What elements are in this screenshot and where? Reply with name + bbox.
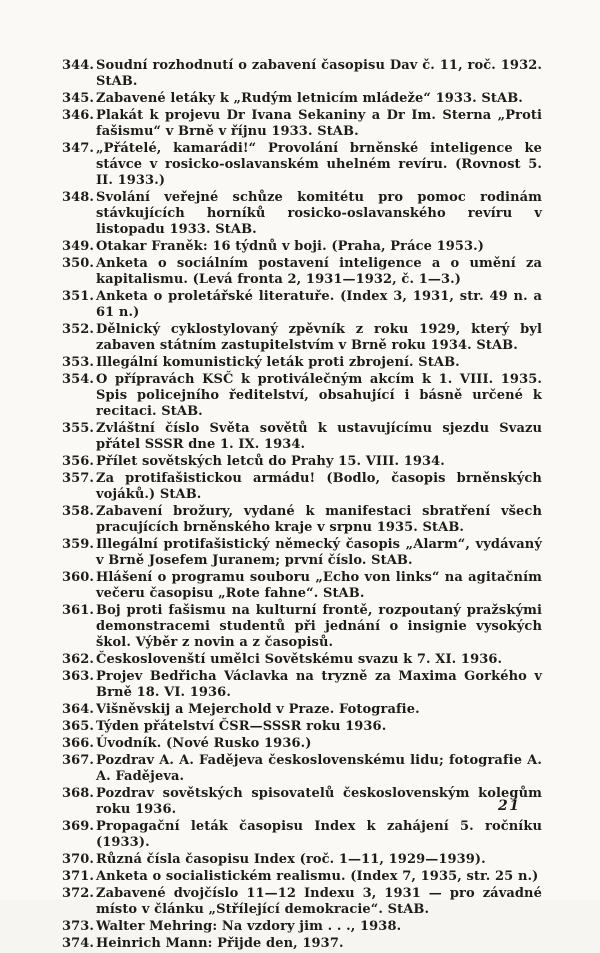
entry-text: Illegální protifašistický německý časopis „Alarm“, vydávaný v Brně Josefem Juranem; první číslo. StAB. bbox=[96, 537, 542, 568]
entry-text: Boj proti fašismu na kulturní frontě, rozpoutaný pražskými demonstracemi studentů při jednání o insignie vysokých škol. Výběr z novin a z časopisů. bbox=[96, 603, 542, 650]
entry-text: Týden přátelství ČSR—SSSR roku 1936. bbox=[96, 719, 387, 734]
bibliography-entry bbox=[62, 753, 542, 785]
bibliography-entry bbox=[62, 570, 542, 602]
entry-text: Přílet sovětských letců do Prahy 15. VIII. 1934. bbox=[96, 454, 445, 469]
bibliography-entry bbox=[62, 702, 542, 718]
entry-text: „Přátelé, kamarádi!“ Provolání brněnské inteligence ke stávce v rosicko-oslavanském uhelném revíru. (Rovnost 5. II. 1933.) bbox=[96, 141, 542, 188]
bibliography-list bbox=[62, 58, 542, 953]
bibliography-entry bbox=[62, 603, 542, 651]
entry-number: 356. bbox=[62, 454, 95, 469]
entry-text: Višněvskij a Mejerchold v Praze. Fotografie. bbox=[96, 702, 420, 717]
entry-number: 345. bbox=[62, 91, 95, 106]
entry-number: 357. bbox=[62, 471, 95, 486]
bibliography-entry bbox=[62, 819, 542, 851]
bibliography-entry bbox=[62, 108, 542, 140]
entry-number: 363. bbox=[62, 669, 95, 684]
bibliography-entry bbox=[62, 652, 542, 668]
entry-number: 372. bbox=[62, 886, 95, 901]
entry-number: 348. bbox=[62, 190, 95, 205]
entry-text: Různá čísla časopisu Index (roč. 1—11, 1929—1939). bbox=[96, 852, 486, 867]
bibliography-entry bbox=[62, 936, 542, 952]
entry-number: 355. bbox=[62, 421, 95, 436]
entry-number: 364. bbox=[62, 702, 95, 717]
entry-text: Zabavení brožury, vydané k manifestaci sbratření všech pracujících brněnského kraje v srpnu 1935. StAB. bbox=[96, 504, 542, 535]
entry-text: Svolání veřejné schůze komitétu pro pomoc rodinám stávkujících horníků rosicko-oslavanského revíru v listopadu 1933. StAB. bbox=[96, 190, 542, 237]
entry-number: 370. bbox=[62, 852, 95, 867]
entry-text: Zabavené dvojčíslo 11—12 Indexu 3, 1931 — pro závadné místo v článku „Střílející demokracie“. StAB. bbox=[96, 886, 542, 917]
bibliography-entry bbox=[62, 886, 542, 918]
entry-text: Walter Mehring: Na vzdory jim . . ., 1938. bbox=[96, 919, 402, 934]
entry-text: Propagační leták časopisu Index k zahájení 5. ročníku (1933). bbox=[96, 819, 542, 850]
entry-number: 361. bbox=[62, 603, 95, 618]
bibliography-entry bbox=[62, 355, 542, 371]
bibliography-entry bbox=[62, 852, 542, 868]
bibliography-entry bbox=[62, 141, 542, 189]
page-number: 21 bbox=[498, 798, 521, 814]
entry-number: 352. bbox=[62, 322, 95, 337]
bibliography-entry bbox=[62, 669, 542, 701]
bibliography-entry bbox=[62, 504, 542, 536]
entry-text: Anketa o sociálním postavení inteligence a o umění za kapitalismu. (Levá fronta 2, 1931—1932, č. 1—3.) bbox=[96, 256, 542, 287]
entry-number: 362. bbox=[62, 652, 95, 667]
bibliography-entry bbox=[62, 736, 542, 752]
bibliography-entry bbox=[62, 454, 542, 470]
entry-number: 353. bbox=[62, 355, 95, 370]
entry-text: Českoslovenští umělci Sovětskému svazu k 7. XI. 1936. bbox=[96, 652, 503, 667]
entry-number: 368. bbox=[62, 786, 95, 801]
bibliography-entry bbox=[62, 919, 542, 935]
bibliography-entry bbox=[62, 256, 542, 288]
bibliography-entry bbox=[62, 239, 542, 255]
bibliography-entry bbox=[62, 537, 542, 569]
entry-number: 371. bbox=[62, 869, 95, 884]
entry-number: 367. bbox=[62, 753, 95, 768]
entry-text: Zvláštní číslo Světa sovětů k ustavujícímu sjezdu Svazu přátel SSSR dne 1. IX. 1934. bbox=[96, 421, 542, 452]
bibliography-entry bbox=[62, 719, 542, 735]
entry-text: Illegální komunistický leták proti zbrojení. StAB. bbox=[96, 355, 460, 370]
entry-number: 365. bbox=[62, 719, 95, 734]
entry-text: Pozdrav A. A. Fadějeva československému lidu; fotografie A. A. Fadějeva. bbox=[96, 753, 542, 784]
entry-text: Anketa o proletářské literatuře. (Index 3, 1931, str. 49 n. a 61 n.) bbox=[96, 289, 542, 320]
entry-number: 344. bbox=[62, 58, 95, 73]
bibliography-entry bbox=[62, 190, 542, 238]
entry-number: 369. bbox=[62, 819, 95, 834]
bibliography-entry bbox=[62, 869, 542, 885]
entry-number: 366. bbox=[62, 736, 95, 751]
entry-text: Dělnický cyklostylovaný zpěvník z roku 1929, který byl zabaven státním zastupitelstvím v Brně roku 1934. StAB. bbox=[96, 322, 542, 353]
entry-text: Projev Bedřicha Václavka na tryzně za Maxima Gorkého v Brně 18. VI. 1936. bbox=[96, 669, 542, 700]
bibliography-entry bbox=[62, 91, 542, 107]
entry-text: Heinrich Mann: Přijde den, 1937. bbox=[96, 936, 344, 951]
entry-number: 373. bbox=[62, 919, 95, 934]
entry-text: Otakar Franěk: 16 týdnů v boji. (Praha, Práce 1953.) bbox=[96, 239, 485, 254]
entry-text: Plakát k projevu Dr Ivana Sekaniny a Dr Im. Sterna „Proti fašismu“ v Brně v říjnu 1933. StAB. bbox=[96, 108, 542, 139]
entry-number: 350. bbox=[62, 256, 95, 271]
entry-number: 349. bbox=[62, 239, 95, 254]
entry-number: 359. bbox=[62, 537, 95, 552]
entry-text: Zabavené letáky k „Rudým letnicím mládeže“ 1933. StAB. bbox=[96, 91, 523, 106]
entry-text: Soudní rozhodnutí o zabavení časopisu Dav č. 11, roč. 1932. StAB. bbox=[96, 58, 542, 89]
entry-text: Anketa o socialistickém realismu. (Index 7, 1935, str. 25 n.) bbox=[96, 869, 539, 884]
entry-text: Za protifašistickou armádu! (Bodlo, časopis brněnských vojáků.) StAB. bbox=[96, 471, 542, 502]
entry-number: 351. bbox=[62, 289, 95, 304]
entry-text: O přípravách KSČ k protiválečným akcím k 1. VIII. 1935. Spis policejního ředitelství, obsahující i básně určené k recitaci. StAB. bbox=[96, 372, 542, 419]
bibliography-entry bbox=[62, 58, 542, 90]
entry-text: Úvodník. (Nové Rusko 1936.) bbox=[96, 736, 312, 751]
bibliography-entry bbox=[62, 786, 542, 818]
bibliography-entry bbox=[62, 421, 542, 453]
bibliography-entry bbox=[62, 372, 542, 420]
entry-number: 354. bbox=[62, 372, 95, 387]
entry-text: Pozdrav sovětských spisovatelů československým kolegům roku 1936. bbox=[96, 786, 542, 817]
bibliography-entry bbox=[62, 471, 542, 503]
entry-number: 358. bbox=[62, 504, 95, 519]
entry-number: 346. bbox=[62, 108, 95, 123]
entry-text: Hlášení o programu souboru „Echo von links“ na agitačním večeru časopisu „Rote fahne“. StAB. bbox=[96, 570, 542, 601]
bibliography-entry bbox=[62, 289, 542, 321]
entry-number: 374. bbox=[62, 936, 95, 951]
entry-number: 347. bbox=[62, 141, 95, 156]
entry-number: 360. bbox=[62, 570, 95, 585]
bibliography-entry bbox=[62, 322, 542, 354]
